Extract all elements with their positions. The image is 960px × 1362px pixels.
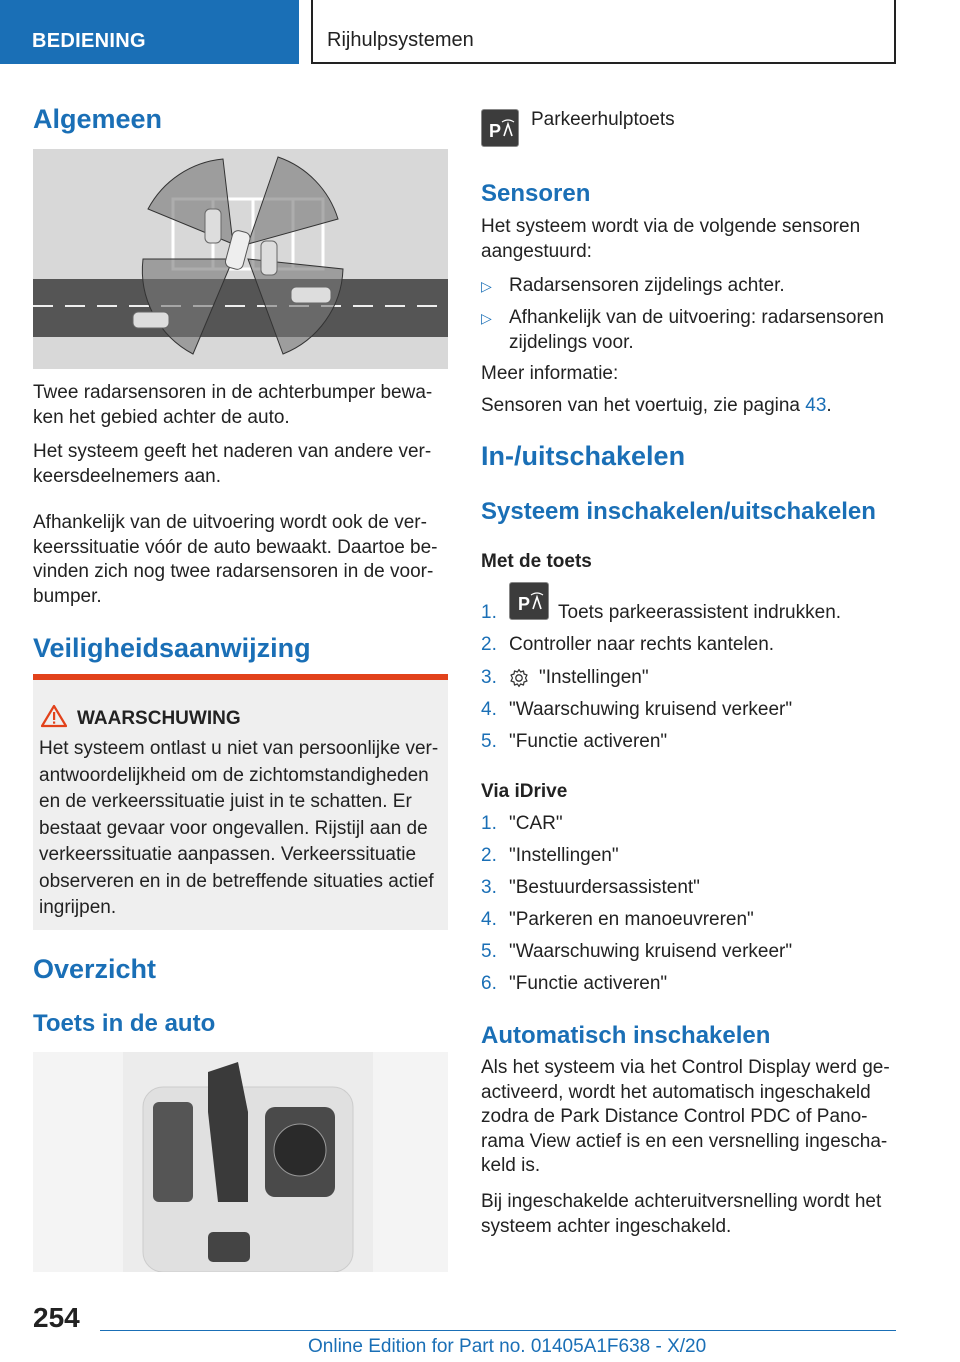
sensor-reference	[481, 394, 832, 419]
heading-via-idrive: Via iDrive	[481, 781, 568, 802]
console-svg	[33, 1052, 448, 1272]
svg-text:P: P	[518, 594, 531, 614]
edition-text: Online Edition for Part no. 01405A1F638 - X/20	[308, 1336, 707, 1357]
section-tab: BEDIENING	[0, 0, 299, 64]
step-number: 2.	[481, 634, 497, 655]
step-text: "Functie activeren"	[509, 731, 668, 752]
park-assist-icon	[482, 110, 520, 148]
paragraph-automatisch: Als het systeem via het Control Display werd ge- activeerd, wordt het automatisch ingeschakeld zodra de Park Distance Control PDC of Pano- rama View actief is en een versnelling ingescha- keld is.	[481, 1057, 890, 1176]
bullet-text: Afhankelijk van de uitvoering: radarsensoren zijdelings voor.	[509, 307, 884, 353]
page-link[interactable]: 43	[805, 395, 827, 416]
step-text: "Bestuurdersassistent"	[509, 877, 700, 898]
park-assist-button-icon	[509, 582, 549, 620]
step-number: 5.	[481, 941, 497, 962]
step-item	[481, 594, 896, 626]
step-text: "Instellingen"	[509, 845, 619, 866]
step-number: 5.	[481, 731, 497, 752]
heading-algemeen: Algemeen	[33, 104, 163, 134]
warning-title: WAARSCHUWING	[77, 708, 241, 729]
reference-text: Sensoren van het voertuig, zie pagina	[481, 395, 806, 416]
step-number: 2.	[481, 845, 497, 866]
warning-triangle-icon	[41, 704, 67, 728]
warning-text: Het systeem ontlast u niet van persoonlijke ver- antwoordelijkheid om de zichtomstandigheden en de verkeerssituatie juist in te schatten. Er bestaat gevaar voor ongevallen. Rijstijl aan de verkeerssituatie aanpassen. Verkeerssituatie observeren en in de betreffende situaties actief ingrijpen.	[39, 738, 439, 918]
heading-automatisch: Automatisch inschakelen	[481, 1022, 771, 1049]
step-number: 3.	[481, 667, 497, 688]
heading-sensoren: Sensoren	[481, 180, 591, 207]
svg-text:P: P	[489, 121, 502, 141]
button-caption: Parkeerhulptoets	[531, 109, 675, 130]
step-text: "Waarschuwing kruisend verkeer"	[509, 699, 793, 720]
heading-veiligheid: Veiligheidsaanwijzing	[33, 633, 311, 663]
step-number: 3.	[481, 877, 497, 898]
step-number: 6.	[481, 973, 497, 994]
bullet-marker: ▷	[481, 310, 492, 326]
gear-icon	[509, 668, 529, 688]
center-console-photo	[33, 1052, 448, 1272]
page-number: 254	[33, 1302, 80, 1333]
step-text: "Functie activeren"	[509, 973, 668, 994]
step-text: "Waarschuwing kruisend verkeer"	[509, 941, 793, 962]
step-number: 4.	[481, 909, 497, 930]
radar-diagram-svg	[33, 149, 448, 369]
reference-end: .	[826, 395, 832, 416]
step-text: Controller naar rechts kantelen.	[509, 634, 775, 655]
warning-box	[33, 674, 448, 930]
step-text: Toets parkeerassistent indrukken.	[558, 602, 842, 623]
bullet-marker: ▷	[481, 278, 492, 294]
chapter-title: Rijhulpsystemen	[311, 0, 896, 64]
park-assist-button-icon	[481, 109, 519, 147]
step-text: "CAR"	[509, 813, 563, 834]
paragraph-achteruit: Bij ingeschakelde achteruitversnelling wordt het systeem achter ingeschakeld.	[481, 1191, 882, 1237]
step-number: 1.	[481, 813, 497, 834]
heading-in-uitschakelen: In-/uitschakelen	[481, 441, 686, 471]
park-assist-icon	[510, 583, 550, 621]
heading-met-de-toets: Met de toets	[481, 551, 592, 572]
heading-overzicht: Overzicht	[33, 954, 157, 984]
heading-toets-in-auto: Toets in de auto	[33, 1010, 216, 1037]
heading-systeem-schakelen: Systeem inschakelen/uitschakelen	[481, 498, 876, 525]
radar-coverage-illustration	[33, 149, 448, 369]
footer-divider	[100, 1330, 896, 1331]
paragraph-radar: Twee radarsensoren in de achterbumper bewa- ken het gebied achter de auto.	[33, 382, 433, 428]
paragraph-voorbumper: Afhankelijk van de uitvoering wordt ook de ver- keerssituatie vóór de auto bewaakt. Daartoe be- vinden zich nog twee radarsensoren in de voor- bumper.	[33, 512, 438, 607]
step-number: 1.	[481, 602, 497, 623]
step-text: "Parkeren en manoeuvreren"	[509, 909, 754, 930]
sensoren-intro: Het systeem wordt via de volgende sensoren aangestuurd:	[481, 216, 861, 262]
meer-informatie: Meer informatie:	[481, 363, 619, 384]
step-number: 4.	[481, 699, 497, 720]
step-text: "Instellingen"	[539, 667, 649, 688]
bullet-text: Radarsensoren zijdelings achter.	[509, 275, 785, 296]
paragraph-naderen: Het systeem geeft het naderen van andere ver- keersdeelnemers aan.	[33, 441, 432, 487]
